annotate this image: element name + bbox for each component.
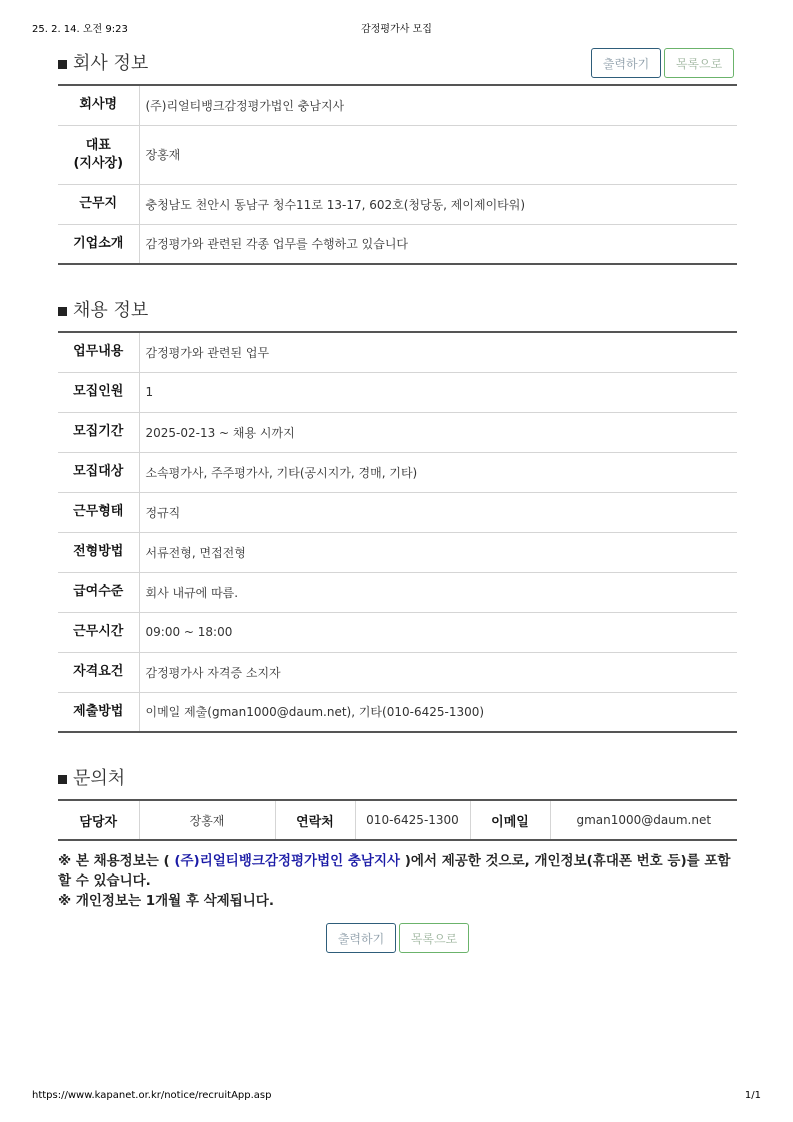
row-label: 대표 (지사장) [58, 125, 139, 184]
recruit-info-table [58, 331, 737, 733]
table-row [58, 224, 737, 264]
company-section-title: 회사 정보 [58, 49, 148, 75]
row-value: 서류전형, 면접전형 [139, 532, 737, 572]
notice-company-name: (주)리얼티뱅크감정평가법인 충남지사 [174, 853, 401, 869]
table-row [58, 452, 737, 492]
row-label: 근무시간 [58, 612, 139, 652]
contact-section-title: 문의처 [58, 764, 125, 790]
row-value: 정규직 [139, 492, 737, 532]
list-button[interactable]: 목록으로 [664, 48, 734, 78]
square-bullet-icon [58, 60, 67, 69]
row-label: 전형방법 [58, 532, 139, 572]
row-value: 이메일 제출(gman1000@daum.net), 기타(010-6425-1300) [145, 705, 485, 720]
square-bullet-icon [58, 307, 67, 316]
print-footer [32, 1090, 761, 1104]
row-value: 소속평가사, 주주평가사, 기타(공시지가, 경매, 기타) [139, 452, 737, 492]
notice-line-1: ※ 본 채용정보는 ( (주)리얼티뱅크감정평가법인 충남지사 )에서 제공한 것으로, 개인정보(휴대폰 번호 등)를 포함할 수 있습니다. [58, 853, 731, 889]
contact-section-header [58, 759, 737, 799]
privacy-notice [58, 851, 737, 911]
row-label: 근무형태 [58, 492, 139, 532]
row-value: 충청남도 천안시 동남구 청수11로 13-17, 602호(청당동, 제이제이타워) [139, 184, 737, 224]
page-number: 1/1 [744, 1090, 761, 1101]
manager-label: 담당자 [58, 800, 139, 840]
row-value: 감정평가사 자격증 소지자 [139, 652, 737, 692]
row-label: 업무내용 [58, 332, 139, 372]
row-value: 감정평가와 관련된 각종 업무를 수행하고 있습니다 [145, 237, 409, 252]
row-label: 기업소개 [58, 224, 139, 264]
row-label: 자격요건 [58, 652, 139, 692]
recruit-section-header [58, 291, 737, 331]
company-info-table [58, 84, 737, 265]
document-title: 감정평가사 모집 [361, 24, 432, 35]
row-label: 제출방법 [58, 692, 139, 732]
row-label: 모집대상 [58, 452, 139, 492]
table-row [58, 572, 737, 612]
table-row [58, 612, 737, 652]
table-row [58, 692, 737, 732]
square-bullet-icon [58, 775, 67, 784]
row-value: (주)리얼티뱅크감정평가법인 충남지사 [139, 85, 737, 125]
row-value: 회사 내규에 따름. [139, 572, 737, 612]
page-content [58, 44, 737, 953]
print-header [32, 20, 761, 36]
row-value: 감정평가와 관련된 업무 [139, 332, 737, 372]
email-value: gman1000@daum.net [576, 813, 712, 827]
table-row [58, 372, 737, 412]
table-row [58, 412, 737, 452]
table-row [58, 184, 737, 224]
phone-value: 010-6425-1300 [355, 800, 470, 840]
table-row [58, 85, 737, 125]
row-label: 회사명 [58, 85, 139, 125]
row-label: 모집인원 [58, 372, 139, 412]
row-value: 장홍재 [139, 125, 737, 184]
list-button[interactable]: 목록으로 [399, 923, 469, 953]
table-row [58, 652, 737, 692]
row-label: 급여수준 [58, 572, 139, 612]
page-url: https://www.kapanet.or.kr/notice/recruitApp.asp [32, 1090, 272, 1101]
table-row [58, 800, 737, 840]
notice-line-2: ※ 개인정보는 1개월 후 삭제됩니다. [58, 893, 274, 909]
phone-label: 연락처 [275, 800, 355, 840]
email-label: 이메일 [470, 800, 550, 840]
top-button-group [591, 48, 734, 78]
print-button[interactable]: 출력하기 [326, 923, 396, 953]
table-row [58, 532, 737, 572]
manager-value: 장홍재 [139, 800, 275, 840]
table-row [58, 492, 737, 532]
recruit-section-title: 채용 정보 [58, 296, 148, 322]
table-row [58, 332, 737, 372]
row-label: 모집기간 [58, 412, 139, 452]
row-value: 2025-02-13 ~ 채용 시까지 [139, 412, 737, 452]
company-section-header [58, 44, 737, 84]
table-row [58, 125, 737, 184]
print-button[interactable]: 출력하기 [591, 48, 661, 78]
row-value: 1 [139, 372, 737, 412]
print-date: 25. 2. 14. 오전 9:23 [32, 24, 128, 35]
row-label: 근무지 [58, 184, 139, 224]
contact-table [58, 799, 737, 841]
bottom-button-group [58, 923, 737, 953]
row-value: 09:00 ~ 18:00 [139, 612, 737, 652]
